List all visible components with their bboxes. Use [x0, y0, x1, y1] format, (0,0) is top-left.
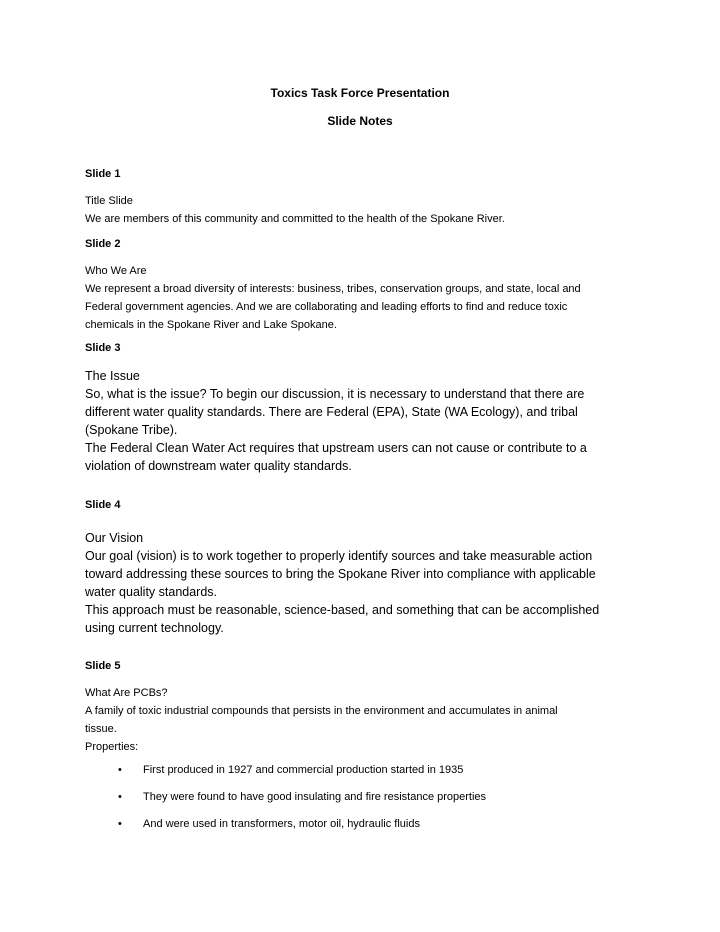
- document-title: Toxics Task Force Presentation: [270, 86, 450, 100]
- slide-4-line: toward addressing these sources to bring the Spokane River into compliance with applicable: [85, 567, 596, 581]
- slide-4-line: Our goal (vision) is to work together to properly identify sources and take measurable action: [85, 549, 593, 563]
- slide-2-notes: [85, 262, 645, 334]
- slide-1-line: Title Slide: [85, 195, 133, 207]
- slide-3-line: The Federal Clean Water Act requires that upstream users can not cause or contribute to a: [85, 441, 587, 455]
- slide-2-line: We represent a broad diversity of interests: business, tribes, conservation groups, and state, local and: [85, 283, 581, 295]
- slide-4-line: Our Vision: [85, 531, 144, 545]
- slide-3-line: (Spokane Tribe).: [85, 423, 178, 437]
- slide-3-heading: Slide 3: [85, 342, 121, 354]
- slide-5-notes: [85, 684, 645, 756]
- slide-5-line: A family of toxic industrial compounds that persists in the environment and accumulates in animal: [85, 705, 558, 717]
- list-item-text: First produced in 1927 and commercial production started in 1935: [143, 764, 464, 776]
- bullet-icon: •: [118, 818, 122, 830]
- slide-2-line: chemicals in the Spokane River and Lake Spokane.: [85, 319, 337, 331]
- bullet-icon: •: [118, 791, 122, 803]
- slide-4-line: This approach must be reasonable, science-based, and something that can be accomplished: [85, 603, 600, 617]
- slide-3-line: The Issue: [85, 369, 140, 383]
- slide-2-line: Who We Are: [85, 265, 147, 277]
- slide-5-line: Properties:: [85, 741, 139, 753]
- list-item-text: And were used in transformers, motor oil, hydraulic fluids: [143, 818, 420, 830]
- slide-3-line: violation of downstream water quality standards.: [85, 459, 352, 473]
- slide-2-heading: Slide 2: [85, 238, 121, 250]
- bullet-icon: •: [118, 764, 122, 776]
- slide-4-heading: Slide 4: [85, 499, 121, 511]
- slide-5-line: tissue.: [85, 723, 117, 735]
- slide-5-line: What Are PCBs?: [85, 687, 168, 699]
- slide-3-notes: [85, 367, 645, 475]
- slide-4-line: using current technology.: [85, 621, 224, 635]
- slide-1-notes: [85, 192, 645, 228]
- slide-5-heading: Slide 5: [85, 660, 121, 672]
- slide-1-heading: Slide 1: [85, 168, 121, 180]
- slide-3-line: different water quality standards. There are Federal (EPA), State (WA Ecology), and tribal: [85, 405, 578, 419]
- slide-1-line: We are members of this community and committed to the health of the Spokane River.: [85, 213, 505, 225]
- slide-4-notes: [85, 529, 645, 637]
- slide-4-line: water quality standards.: [85, 585, 218, 599]
- slide-3-line: So, what is the issue? To begin our discussion, it is necessary to understand that there are: [85, 387, 585, 401]
- list-item-text: They were found to have good insulating and fire resistance properties: [143, 791, 487, 803]
- slide-2-line: Federal government agencies. And we are collaborating and leading efforts to find and reduce toxic: [85, 301, 568, 313]
- document-subtitle: Slide Notes: [327, 114, 393, 128]
